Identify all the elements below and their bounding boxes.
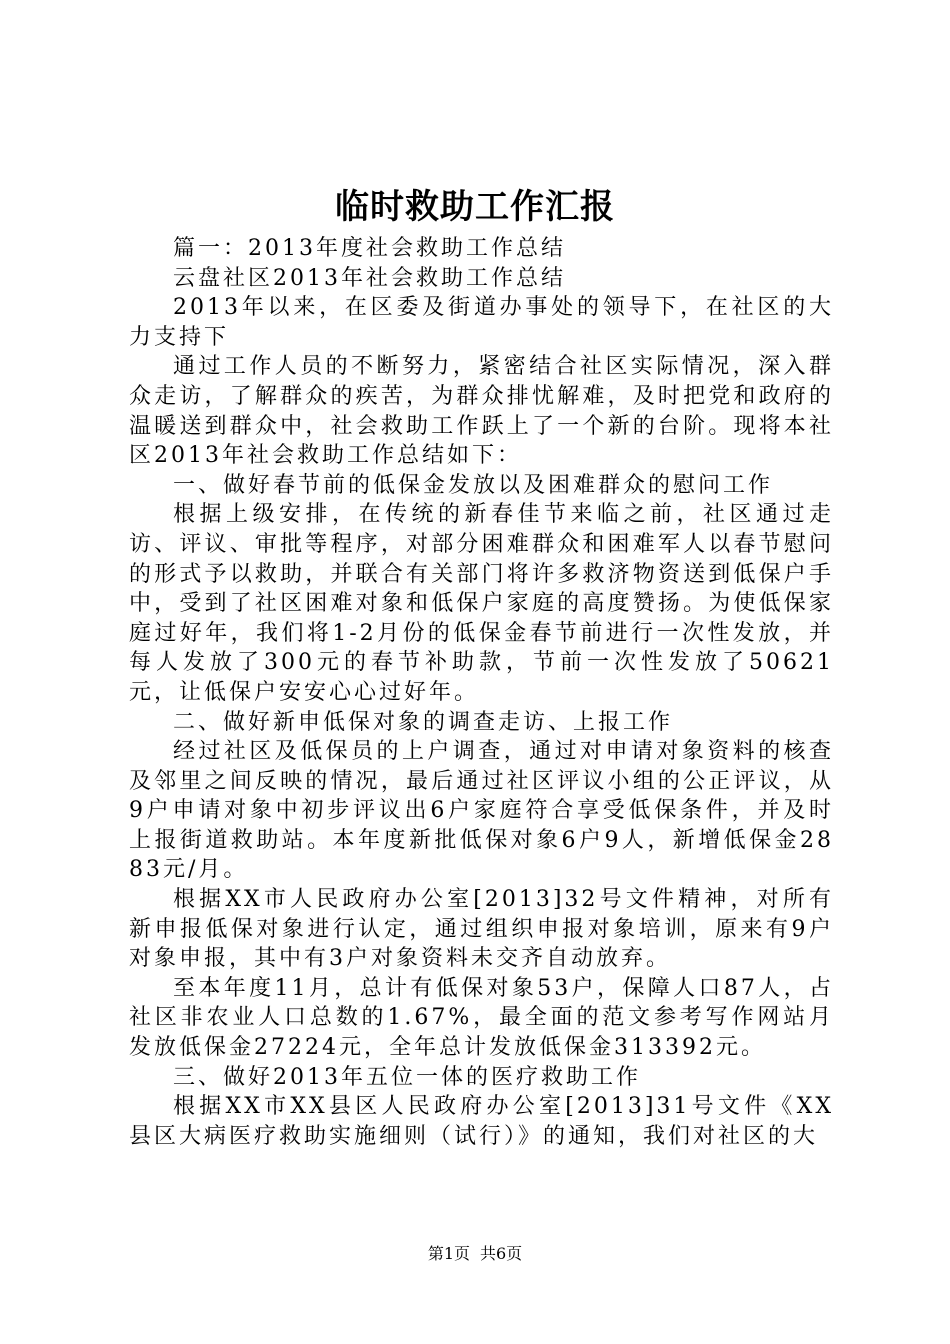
paragraph: 根据上级安排，在传统的新春佳节来临之前，社区通过走访、评议、审批等程序，对部分困难群众和困难军人以春节慰问的形式予以救助，并联合有关部门将许多救济物资送到低保户手中，受到了社区困难对象和低保户家庭的高度赞扬。为使低保家庭过好年，我们将1-2月份的低保金春节前进行一次性发放，并每人发放了300元的春节补助款，节前一次性发放了50621元，让低保户安安心心过好年。: [129, 502, 834, 705]
section-heading: 一、做好春节前的低保金发放以及困难群众的慰问工作: [173, 472, 774, 498]
paragraph-report-title: 云盘社区2013年社会救助工作总结: [173, 265, 566, 291]
page-footer: [0, 1242, 950, 1266]
paragraph: 至本年度11月，总计有低保对象53户，保障人口87人，占社区非农业人口总数的1.67%，最全面的范文参考写作网站月发放低保金27224元，全年总计发放低保金313392元。: [129, 975, 834, 1061]
paragraph: 经过社区及低保员的上户调查，通过对申请对象资料的核查及邻里之间反映的情况，最后通过社区评议小组的公正评议，从9户申请对象中初步评议出6户家庭符合享受低保条件，并及时上报街道救助站。本年度新批低保对象6户9人，新增低保金2883元/月。: [129, 739, 834, 883]
page-total: 共6页: [480, 1244, 523, 1263]
section-heading: 二、做好新申低保对象的调查走访、上报工作: [173, 709, 674, 735]
page-number: 第1页: [427, 1244, 470, 1263]
paragraph: 通过工作人员的不断努力，紧密结合社区实际情况，深入群众走访，了解群众的疾苦，为群众排忧解难，及时把党和政府的温暖送到群众中，社会救助工作跃上了一个新的台阶。现将本社区2013年社会救助工作总结如下：: [129, 354, 834, 469]
document-title: 临时救助工作汇报: [335, 187, 615, 227]
paragraph-intro: 2013年以来，在区委及街道办事处的领导下，在社区的大力支持下: [129, 295, 834, 350]
section-heading: 三、做好2013年五位一体的医疗救助工作: [173, 1064, 641, 1090]
paragraph-subtitle: 篇一：2013年度社会救助工作总结: [173, 236, 566, 261]
paragraph: 根据XX市XX县区人民政府办公室[2013]31号文件《XX县区大病医疗救助实施细则（试行）》的通知，我们对社区的大: [129, 1094, 834, 1149]
paragraph: 根据XX市人民政府办公室[2013]32号文件精神，对所有新申报低保对象进行认定，通过组织申报对象培训，原来有9户对象申报，其中有3户对象资料未交齐自动放弃。: [129, 887, 834, 972]
document-body: [129, 234, 834, 1151]
